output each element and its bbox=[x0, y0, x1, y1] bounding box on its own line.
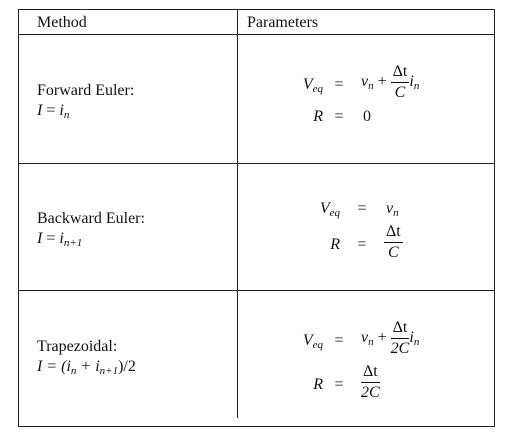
params-backward-euler bbox=[300, 200, 480, 270]
r-equation: R = 0 bbox=[313, 108, 371, 125]
method-name: Trapezoidal: bbox=[37, 338, 118, 355]
params-trapezoidal bbox=[283, 320, 483, 412]
method-backward-euler bbox=[37, 209, 145, 253]
method-expression: $I = i_n$ bbox=[37, 102, 70, 121]
row-divider-2 bbox=[18, 290, 495, 291]
method-forward-euler bbox=[37, 81, 134, 125]
veq-equation: $V_{eq}$ = $v_n$ + $\frac{\Delta t}{2C}$ $i_n$ bbox=[302, 319, 420, 357]
method-expression: $I = (i_n + i_{n+1})/2$ bbox=[37, 358, 136, 377]
header-divider bbox=[18, 34, 495, 35]
method-expression: $I = i_{n+1}$ bbox=[37, 230, 83, 249]
column-divider bbox=[237, 9, 238, 418]
params-forward-euler bbox=[283, 64, 483, 136]
header-parameters: Parameters bbox=[247, 14, 319, 31]
row-divider-1 bbox=[18, 163, 495, 164]
r-equation: R = $\frac{\Delta t}{2C}$ bbox=[313, 363, 380, 401]
veq-equation: $V_{eq}$ = $v_n$ bbox=[319, 200, 399, 219]
header-method: Method bbox=[37, 14, 87, 31]
method-trapezoidal bbox=[37, 337, 136, 381]
method-name: Backward Euler: bbox=[37, 210, 145, 227]
method-name: Forward Euler: bbox=[37, 82, 135, 99]
veq-equation: $V_{eq}$ = $v_n$ + $\frac{\Delta t}{C}$ $i_n$ bbox=[302, 63, 420, 101]
r-equation: R = $\frac{\Delta t}{C}$ bbox=[330, 223, 401, 261]
